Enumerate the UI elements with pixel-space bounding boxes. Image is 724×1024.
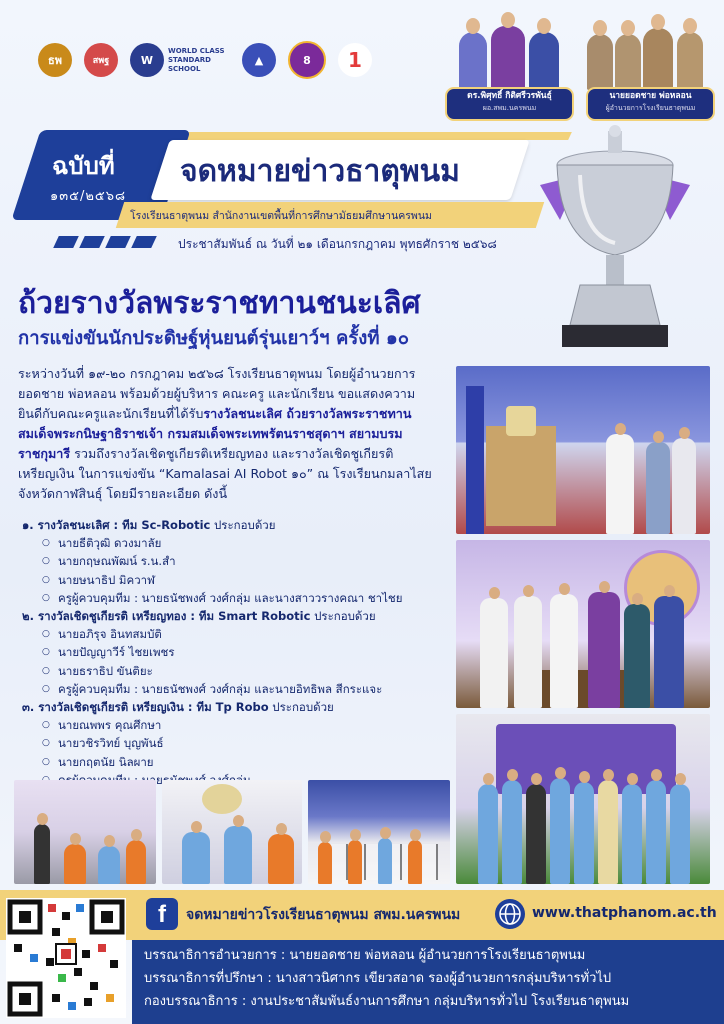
newsletter-subtitle: โรงเรียนธาตุพนม สำนักงานเขตพื้นที่การศึกษามัธยมศึกษานครพนม	[130, 210, 432, 222]
footer-credits	[132, 940, 724, 1024]
issue-label: ฉบับที่	[52, 152, 115, 180]
trophy-image	[520, 125, 710, 365]
world-class-logo: W	[130, 43, 164, 77]
award-2-member: ○ นายปัญญาวีร์ ไชยเพชร	[18, 643, 454, 661]
person-left-name: ดร.พิศุทธิ์ กิติศรีวรพันธุ์	[467, 91, 552, 101]
award-3-member: ○ นายกฤตนัย นิลผาย	[18, 753, 454, 771]
award-1-coach: ○ ครูผู้ควบคุมทีม : นายธนัชพงศ์ วงศ์กลุ่ม และนางสาววรางคณา ชาไชย	[18, 589, 454, 607]
award-3	[18, 698, 454, 789]
photo-workshop-2	[162, 780, 302, 884]
date-line: ประชาสัมพันธ์ ณ วันที่ ๒๑ เดือนกรกฎาคม พุทธศักราช ๒๕๖๘	[178, 237, 497, 251]
facebook-icon[interactable]: f	[146, 898, 178, 930]
article-line-1: ระหว่างวันที่ ๑๙-๒๐ กรกฎาคม ๒๕๖๘ โรงเรียนธาตุพนม โดยผู้อำนวยการ	[18, 366, 416, 381]
article-line-3: ยินดีกับคณะครูและนักเรียนที่ได้รับรางวัลชนะเลิศ ถ้วยรางวัลพระราชทาน	[18, 406, 412, 421]
article-line-6: เหรียญเงิน ในการแข่งขัน “Kamalasai AI Robot ๑๐” ณ โรงเรียนกมลาไสย	[18, 466, 432, 481]
article-line-2: ยอดชาย พ่อหลอน พร้อมด้วยผู้บริหาร คณะครู และนักเรียน ขอแสดงความ	[18, 386, 416, 401]
person-left-title: ผอ.สพม.นครพนม	[482, 104, 537, 112]
photo-workshop-3	[308, 780, 450, 884]
headline-main: ถ้วยรางวัลพระราชทานชนะเลิศ	[18, 286, 421, 321]
person-right-name: นายยอดชาย พ่อหลอน	[609, 91, 692, 101]
academy-logo: ▲	[242, 43, 276, 77]
qr-code	[6, 898, 126, 1018]
globe-icon[interactable]	[494, 898, 526, 930]
person-left-caption	[445, 87, 574, 121]
award-2-member: ○ นายอภิรุจ อินทสมบัติ	[18, 625, 454, 643]
award-1-member: ○ นายธีติวุฒิ ดวงมาลัย	[18, 534, 454, 552]
award-2-member: ○ นายธราธิป ขันติยะ	[18, 662, 454, 680]
award-1	[18, 516, 454, 607]
executives-photo	[455, 10, 709, 90]
award-3-member: ○ นายวชิรวิทย์ บุญพันธ์	[18, 734, 454, 752]
world-class-text: WORLD CLASS STANDARD SCHOOL	[168, 46, 225, 73]
award-2-coach: ○ ครูผู้ควบคุมทีม : นายธนัชพงศ์ วงศ์กลุ่ม และนายอิทธิพล สีกระแจะ	[18, 680, 454, 698]
award-list	[18, 516, 454, 789]
award-1-member: ○ นายษนาธิป มิควาฬ	[18, 571, 454, 589]
gold-stripe	[168, 132, 572, 140]
award-1-heading: ๑. รางวัลชนะเลิศ : ทีม Sc-Robotic ประกอบด้วย	[22, 518, 276, 532]
credit-line-1: บรรณาธิการอำนวยการ : นายยอดชาย พ่อหลอน ผู้อำนวยการโรงเรียนธาตุพนม	[144, 948, 586, 963]
award-2-heading: ๒. รางวัลเชิดชูเกียรติ เหรียญทอง : ทีม Smart Robotic ประกอบด้วย	[22, 609, 376, 624]
eight-logo: 8	[288, 41, 326, 79]
number-one-logo: 1	[338, 43, 372, 77]
school-crest-logo: ธพ	[38, 43, 72, 77]
newsletter-title: จดหมายข่าวธาตุพนม	[180, 154, 460, 189]
award-3-heading: ๓. รางวัลเชิดชูเกียรติ เหรียญเงิน : ทีม Tp Robo ประกอบด้วย	[22, 700, 334, 715]
credit-line-3: กองบรรณาธิการ : งานประชาสัมพันธ์งานการศึกษา กลุ่มบริหารทั่วไป โรงเรียนธาตุพนม	[144, 994, 630, 1009]
award-1-member: ○ นายกฤษณพัฒน์ ร.น.สำ	[18, 552, 454, 570]
award-3-member: ○ นายณพพร คุณศึกษา	[18, 716, 454, 734]
issue-number: ๑๓๕/๒๕๖๘	[50, 189, 127, 204]
article-body	[18, 364, 454, 504]
website-link[interactable]: www.thatphanom.ac.th	[532, 905, 717, 921]
photo-team-stage	[456, 714, 710, 884]
credit-line-2: บรรณาธิการที่ปรึกษา : นางสาวนิศากร เขียวสอาด รองผู้อำนวยการกลุ่มบริหารทั่วไป	[144, 971, 612, 986]
headline-sub: การแข่งขันนักประดิษฐ์หุ่นยนต์รุ่นเยาว์ฯ ครั้งที่ ๑๐	[18, 328, 410, 349]
photo-trophy-presentation	[456, 366, 710, 534]
award-2	[18, 607, 454, 698]
logo-row	[38, 38, 398, 82]
obec-logo: สพฐ	[84, 43, 118, 77]
photo-group-award	[456, 540, 710, 708]
photo-workshop-1	[14, 780, 156, 884]
article-line-7: จังหวัดกาฬสินธุ์ โดยมีรายละเอียด ดังนี้	[18, 486, 228, 501]
person-right-caption	[586, 87, 715, 121]
person-right-title: ผู้อำนวยการโรงเรียนธาตุพนม	[605, 104, 696, 112]
article-line-5: ราชกุมารี รวมถึงรางวัลเชิดชูเกียรติเหรียญทอง และรางวัลเชิดชูเกียรติ	[18, 446, 394, 461]
article-line-4: สมเด็จพระกนิษฐาธิราชเจ้า กรมสมเด็จพระเทพรัตนราชสุดาฯ สยามบรม	[18, 426, 403, 441]
stripe-marks	[56, 236, 166, 248]
facebook-label[interactable]: จดหมายข่าวโรงเรียนธาตุพนม สพม.นครพนม	[186, 907, 461, 923]
